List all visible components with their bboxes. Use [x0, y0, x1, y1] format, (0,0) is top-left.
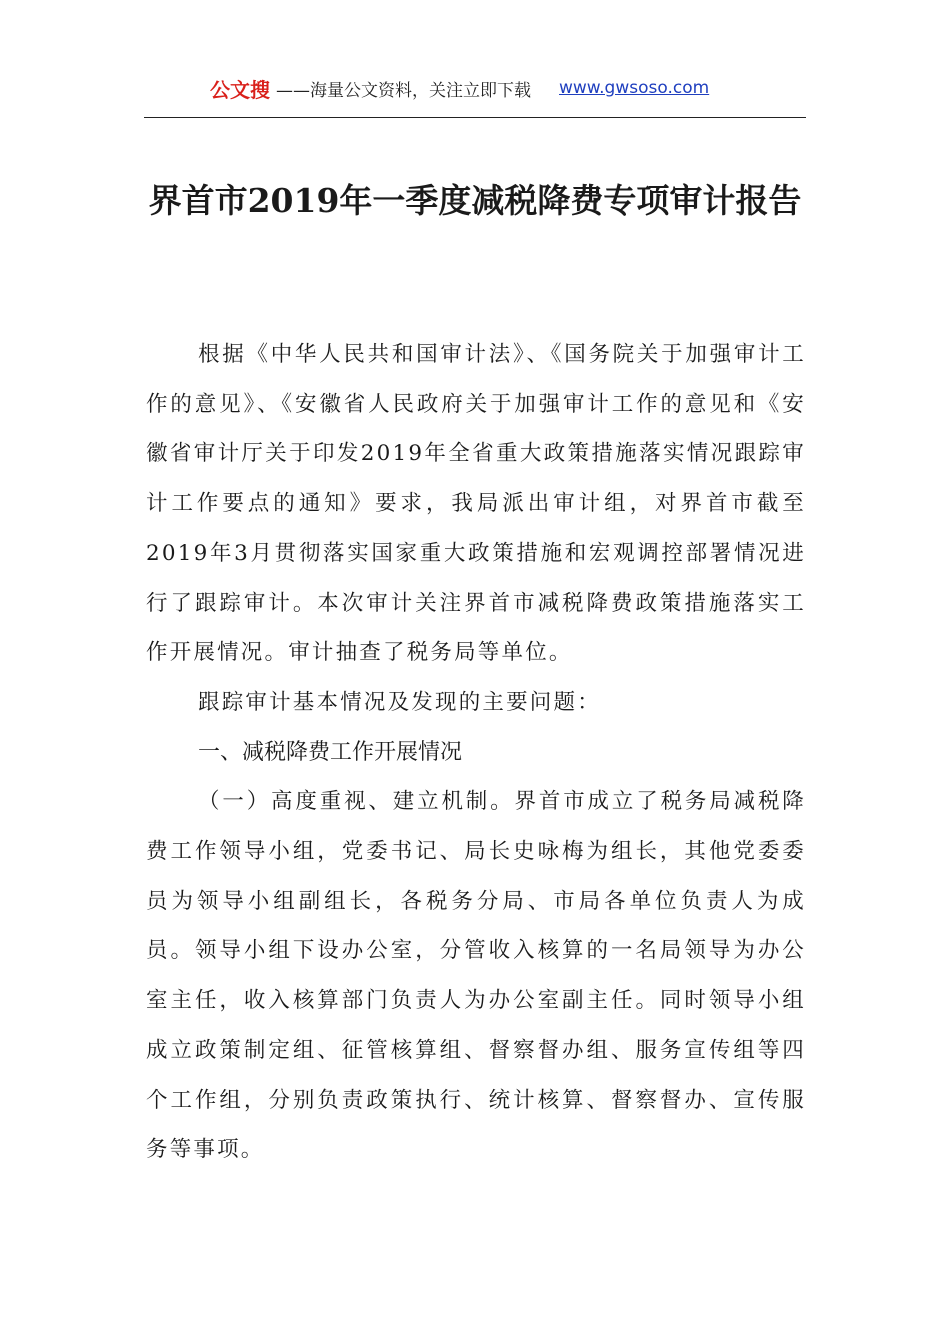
document-body: [146, 330, 806, 1175]
website-link[interactable]: www.gwsoso.com: [559, 78, 710, 98]
summary-paragraph: 跟踪审计基本情况及发现的主要问题：: [198, 689, 601, 715]
intro-paragraph: 根据《中华人民共和国审计法》、《国务院关于加强审计工作的意见》、《安徽省人民政府关于加强审计工作的意见和《安徽省审计厅关于印发2019年全省重大政策措施落实情况跟踪审计工作要点的通知》要求，我局派出审计组，对界首市截至2019年3月贯彻落实国家重大政策措施和宏观调控部署情况进行了跟踪审计。本次审计关注界首市减税降费政策措施落实工作开展情况。审计抽查了税务局等单位。: [146, 342, 806, 666]
document-title: 界首市2019年一季度减税降费专项审计报告: [148, 181, 802, 220]
section-item-paragraph: [146, 777, 806, 1175]
header-slogan: ——海量公文资料，关注立即下载: [276, 80, 531, 101]
item-text: 界首市成立了税务局减税降费工作领导小组，党委书记、局长史咏梅为组长，其他党委委员为领导小组副组长，各税务分局、市局各单位负责人为成员。领导小组下设办公室，分管收入核算的一名局领导为办公室主任，收入核算部门负责人为办公室副主任。同时领导小组成立政策制定组、征管核算组、督察督办组、服务宣传组等四个工作组，分别负责政策执行、统计核算、督察督办、宣传服务等事项。: [146, 789, 806, 1163]
header-divider: [144, 117, 806, 118]
section-heading: 一、减税降费工作开展情况: [198, 739, 463, 765]
brand-logo-text: 公文搜: [210, 77, 270, 102]
page-header: [144, 70, 806, 106]
item-lead: （一）高度重视、建立机制。: [198, 789, 515, 815]
